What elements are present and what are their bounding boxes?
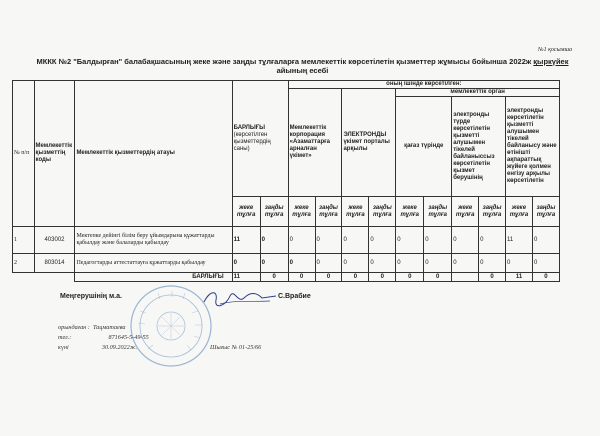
row-value: 0 <box>369 227 396 254</box>
header-electronic-sync: электронды көрсетілетін қызметті алушымен тікелей байланысу және өтінішті ақпараттық жүйеге қолмен енгізу арқылы көрсетілетін <box>506 97 560 197</box>
row-value: 0 <box>288 227 315 254</box>
title-period: қыркүйек <box>533 57 569 66</box>
report-table <box>12 80 560 282</box>
total-value: 0 <box>396 273 424 282</box>
title-tail: айының есебі <box>276 66 329 75</box>
header-phys: жеке тұлға <box>506 197 533 227</box>
header-legal: заңды тұлға <box>369 197 396 227</box>
header-total-label: БАРЛЫҒЫ <box>233 124 266 131</box>
total-value: 0 <box>315 273 342 282</box>
row-value: 0 <box>396 254 424 273</box>
header-legal: заңды тұлға <box>479 197 506 227</box>
total-value: 0 <box>479 273 506 282</box>
total-value: 11 <box>232 273 260 282</box>
header-electronic-direct: электронды түрде көрсетілетін қызметті алушымен тікелей байланыссыз көрсетілетін қызмет берушінің <box>452 97 506 197</box>
header-legal: заңды тұлға <box>260 197 288 227</box>
total-value: 0 <box>342 273 369 282</box>
header-num: № п/п <box>13 81 35 227</box>
header-paper: қағаз түрінде <box>396 97 452 197</box>
footer-executor <box>58 324 126 331</box>
row-value: 0 <box>532 254 559 273</box>
row-value: 0 <box>342 254 369 273</box>
row-value: 0 <box>452 227 479 254</box>
row-value: 0 <box>369 254 396 273</box>
row-value: 0 <box>396 227 424 254</box>
header-corp: Мемлекеттік корпорация «Азаматтарға арналған үкімет» <box>288 89 342 197</box>
total-row <box>13 273 560 282</box>
total-value: 0 <box>424 273 452 282</box>
header-legal: заңды тұлға <box>532 197 559 227</box>
header-phys: жеке тұлға <box>452 197 479 227</box>
row-value: 0 <box>315 254 342 273</box>
tel-label: тел.: <box>58 334 72 341</box>
header-total <box>232 81 288 197</box>
title-main: МККК №2 "Балдырған" балабақшасының жеке және заңды тұлғаларға мемлекеттік көрсетілетін қызметтер жұмысы бойынша 2022ж <box>36 57 532 66</box>
header-among: оның ішінде көрсетілген: <box>288 81 559 89</box>
header-phys: жеке тұлға <box>342 197 369 227</box>
total-value: 0 <box>260 273 288 282</box>
signature-name: С.Врабие <box>278 293 311 300</box>
header-phys: жеке тұлға <box>288 197 315 227</box>
footer-tel <box>58 334 149 341</box>
total-value: 0 <box>532 273 559 282</box>
table-row <box>13 227 560 254</box>
table-row <box>13 254 560 273</box>
row-value: 0 <box>479 254 506 273</box>
total-value: 0 <box>369 273 396 282</box>
row-name: Мектепке дейінгі білім беру ұйымдарына құжаттарды қабылдау және балаларды қабылдау <box>75 227 232 254</box>
header-phys: жеке тұлға <box>396 197 424 227</box>
row-value: 0 <box>260 254 288 273</box>
total-value: 11 <box>506 273 533 282</box>
handwritten-signature <box>200 286 280 308</box>
executor-label: орындаған : <box>58 324 90 331</box>
row-value: 11 <box>506 227 533 254</box>
header-state-body: мемлекеттік орган <box>396 89 560 97</box>
footer-date <box>58 344 137 351</box>
row-value: 0 <box>424 254 452 273</box>
header-name: Мемлекеттік қызметтердің атауы <box>75 81 232 227</box>
row-code: 803014 <box>34 254 75 273</box>
row-value: 0 <box>506 254 533 273</box>
row-value: 0 <box>315 227 342 254</box>
row-name: Педагогтарды аттестаттауға құжаттарды қабылдау <box>75 254 232 273</box>
header-code: Мемлекеттік қызметтің коды <box>34 81 75 227</box>
executor-name: Тацматаева <box>92 324 126 331</box>
row-num: 1 <box>13 227 35 254</box>
row-value: 11 <box>232 227 260 254</box>
row-value: 0 <box>424 227 452 254</box>
signature-role: Меңгерушінің м.а. <box>60 293 122 300</box>
row-value: 0 <box>532 227 559 254</box>
row-value: 0 <box>260 227 288 254</box>
header-legal: заңды тұлға <box>424 197 452 227</box>
row-value: 0 <box>288 254 315 273</box>
report-title <box>30 57 575 75</box>
header-egov: ЭЛЕКТРОНДЫ үкімет порталы арқылы <box>342 89 396 197</box>
total-value: 0 <box>288 273 315 282</box>
total-value <box>452 273 479 282</box>
row-num: 2 <box>13 254 35 273</box>
row-code: 403002 <box>34 227 75 254</box>
annex-label: №1 қосымша <box>537 47 572 53</box>
total-label: БАРЛЫҒЫ <box>75 273 232 282</box>
date-value: 30.09.2022ж. <box>101 344 138 351</box>
row-value: 0 <box>479 227 506 254</box>
header-total-sub: (көрсетілген қызметтердің саны) <box>233 131 271 152</box>
row-value: 0 <box>452 254 479 273</box>
tel-value: 871645-5-49-55 <box>108 334 149 341</box>
header-legal: заңды тұлға <box>315 197 342 227</box>
header-phys: жеке тұлға <box>232 197 260 227</box>
date-label: күні <box>58 344 69 351</box>
row-value: 0 <box>342 227 369 254</box>
row-value: 0 <box>232 254 260 273</box>
outgoing-number: Шығыс № 01-25/66 <box>210 344 262 351</box>
